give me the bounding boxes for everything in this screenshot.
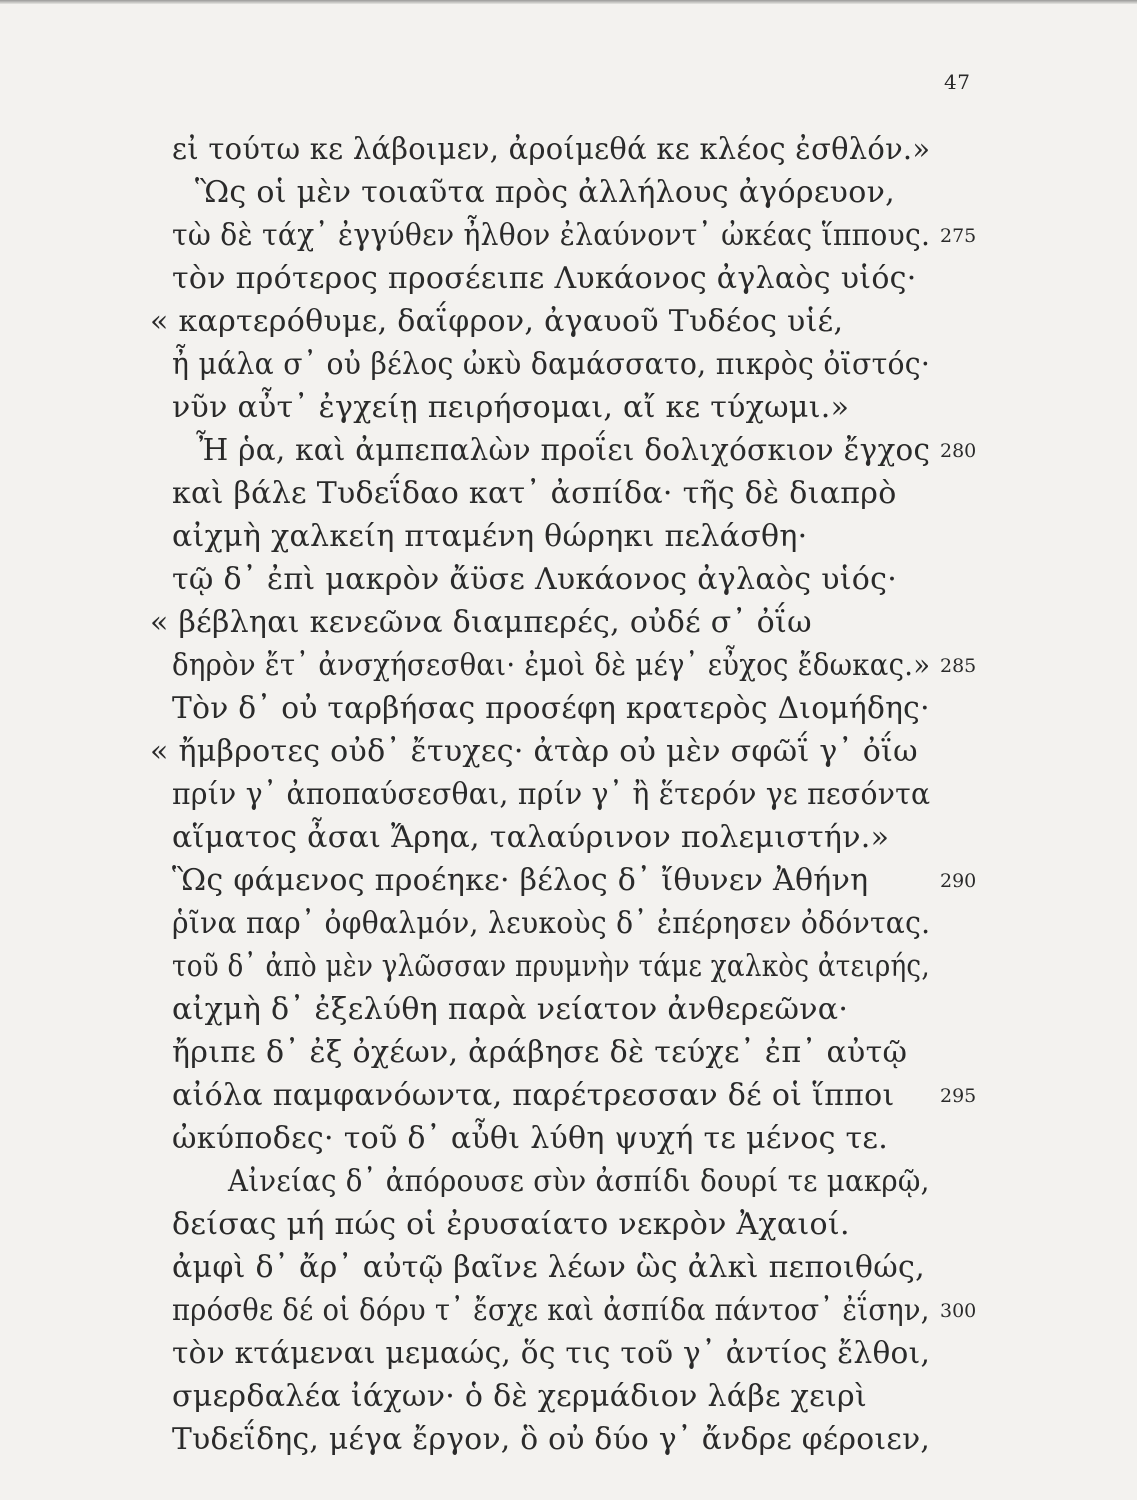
verse-line: « βέβληαι κενεῶνα διαμπερές, οὐδέ σ᾽ ὀΐω (150, 605, 812, 640)
verse-line: ὠκύποδες· τοῦ δ᾽ αὖθι λύθη ψυχή τε μένος τε. (172, 1121, 889, 1156)
verse-line: Τυδεΐδης, μέγα ἔργον, ὃ οὐ δύο γ᾽ ἄνδρε φέροιεν, (172, 1422, 931, 1457)
verse-line: αἰχμὴ δ᾽ ἐξελύθη παρὰ νείατον ἀνθερεῶνα· (172, 992, 849, 1027)
line-number: 295 (940, 1085, 977, 1107)
verse-line: αἰόλα παμφανόωντα, παρέτρεσσαν δέ οἱ ἵπποι (172, 1078, 895, 1113)
verse-line: Τὸν δ᾽ οὐ ταρβήσας προσέφη κρατερὸς Διομήδης· (172, 691, 930, 726)
verse-line: πρόσθε δέ οἱ δόρυ τ᾽ ἔσχε καὶ ἀσπίδα πάντοσ᾽ ἐΐσην, (172, 1293, 930, 1328)
verse-line: Ὣς οἱ μὲν τοιαῦτα πρὸς ἀλλήλους ἀγόρευον, (195, 175, 895, 210)
verse-line: τὸν πρότερος προσέειπε Λυκάονος ἀγλαὸς υἱός· (172, 261, 917, 296)
verse-line: αἰχμὴ χαλκείη πταμένη θώρηκι πελάσθη· (172, 519, 808, 554)
verse-line: πρίν γ᾽ ἀποπαύσεσθαι, πρίν γ᾽ ἢ ἕτερόν γε πεσόντα (172, 777, 931, 812)
verse-line: Ὣς φάμενος προέηκε· βέλος δ᾽ ἴθυνεν Ἀθήνη (172, 863, 869, 898)
verse-line: αἵματος ἆσαι Ἄρηα, ταλαύρινον πολεμιστήν.» (172, 820, 890, 855)
verse-line: σμερδαλέα ἰάχων· ὁ δὲ χερμάδιον λάβε χειρὶ (172, 1379, 868, 1414)
line-number: 275 (940, 225, 977, 247)
verse-line: δείσας μή πώς οἱ ἐρυσαίατο νεκρὸν Ἀχαιοί. (172, 1207, 850, 1242)
verse-line: ἤριπε δ᾽ ἐξ ὀχέων, ἀράβησε δὲ τεύχε᾽ ἐπ᾽ αὐτῷ (172, 1035, 908, 1070)
verse-line: Αἰνείας δ᾽ ἀπόρουσε σὺν ἀσπίδι δουρί τε μακρῷ, (228, 1164, 930, 1199)
page-number: 47 (944, 70, 971, 94)
verse-line: ἦ μάλα σ᾽ οὐ βέλος ὠκὺ δαμάσσατο, πικρὸς ὀϊστός· (172, 347, 931, 382)
line-number: 300 (940, 1300, 977, 1322)
line-number: 290 (940, 870, 977, 892)
verse-line: τὸν κτάμεναι μεμαώς, ὅς τις τοῦ γ᾽ ἀντίος ἔλθοι, (172, 1336, 931, 1371)
verse-line: ῥῖνα παρ᾽ ὀφθαλμόν, λευκοὺς δ᾽ ἐπέρησεν ὀδόντας. (172, 906, 931, 941)
verse-line: τῷ δ᾽ ἐπὶ μακρὸν ἄϋσε Λυκάονος ἀγλαὸς υἱός· (172, 562, 898, 597)
verse-line: « ἤμβροτες οὐδ᾽ ἔτυχες· ἀτὰρ οὐ μὲν σφῶΐ γ᾽ ὀΐω (150, 734, 918, 769)
verse-line: νῦν αὖτ᾽ ἐγχείῃ πειρήσομαι, αἴ κε τύχωμι.» (172, 390, 850, 425)
line-number: 285 (940, 655, 977, 677)
verse-line: δηρὸν ἔτ᾽ ἀνσχήσεσθαι· ἐμοὶ δὲ μέγ᾽ εὖχος ἔδωκας.» (172, 648, 931, 683)
verse-line: ἀμφὶ δ᾽ ἄρ᾽ αὐτῷ βαῖνε λέων ὣς ἀλκὶ πεποιθώς, (172, 1250, 925, 1285)
line-number: 280 (940, 440, 977, 462)
verse-line: τὼ δὲ τάχ᾽ ἐγγύθεν ἦλθον ἐλαύνοντ᾽ ὠκέας ἵππους. (172, 218, 931, 253)
verse-line: Ἦ ῥα, καὶ ἀμπεπαλὼν προΐει δολιχόσκιον ἔγχος (196, 433, 931, 468)
verse-line: καὶ βάλε Τυδεΐδαο κατ᾽ ἀσπίδα· τῆς δὲ διαπρὸ (172, 476, 897, 511)
verse-line: τοῦ δ᾽ ἀπὸ μὲν γλῶσσαν πρυμνὴν τάμε χαλκὸς ἀτειρής, (172, 949, 930, 984)
verse-line: « καρτερόθυμε, δαΐφρον, ἀγαυοῦ Τυδέος υἱέ, (150, 304, 844, 339)
verse-line: εἰ τούτω κε λάβοιμεν, ἀροίμεθά κε κλέος ἐσθλόν.» (172, 132, 931, 167)
